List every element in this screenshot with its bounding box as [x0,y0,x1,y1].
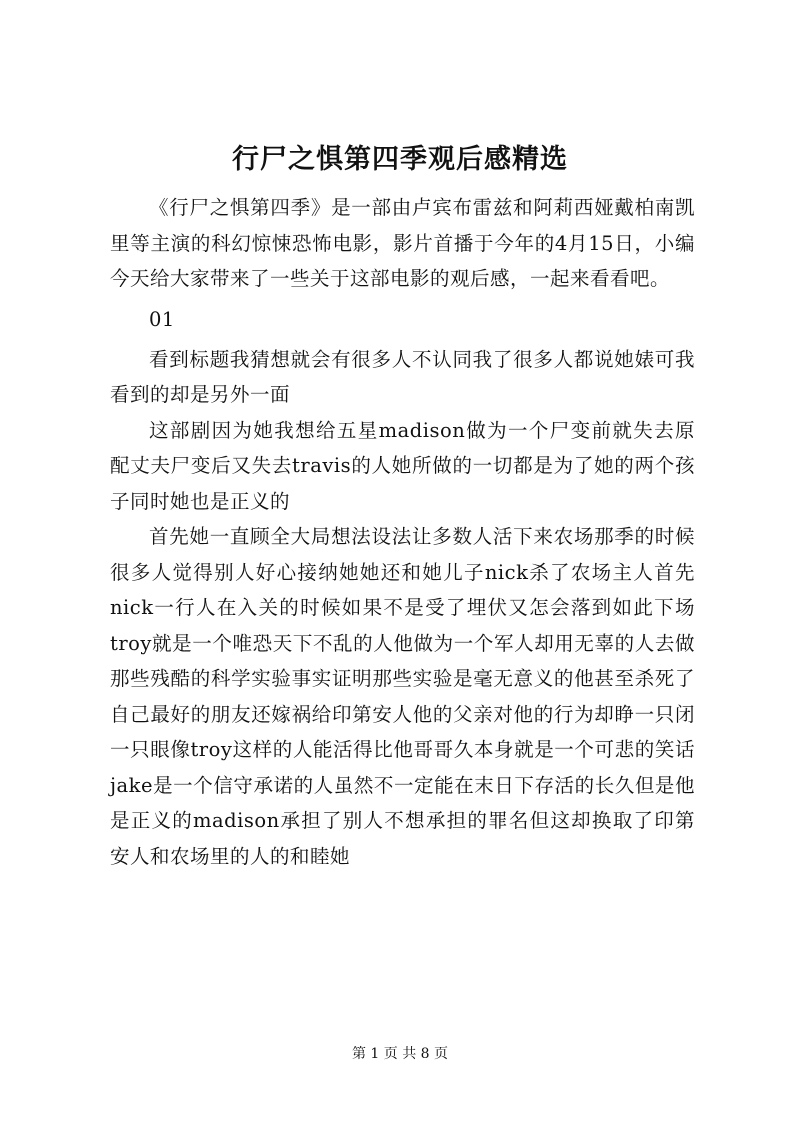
body-paragraph: 首先她一直顾全大局想法设法让多数人活下来农场那季的时候很多人觉得别人好心接纳她她还和她儿子nick杀了农场主人首先nick一行人在入关的时候如果不是受了埋伏又怎会落到如此下场troy就是一个唯恐天下不乱的人他做为一个军人却用无辜的人去做那些残酷的科学实验事实证明那些实验是毫无意义的他甚至杀死了自己最好的朋友还嫁祸给印第安人他的父亲对他的行为却睁一只闭一只眼像troy这样的人能活得比他哥哥久本身就是一个可悲的笑话jake是一个信守承诺的人虽然不一定能在末日下存活的长久但是他是正义的madison承担了别人不想承担的罪名但这却换取了印第安人和农场里的人的和睦她 [110,525,695,868]
page-footer: 第 1 页 共 8 页 [351,1046,449,1062]
document-body [110,190,695,874]
document-title: 行尸之惧第四季观后感精选 [232,144,568,175]
body-paragraph: 这部剧因为她我想给五星madison做为一个尸变前就失去原配丈夫尸变后又失去travis的人她所做的一切都是为了她的两个孩子同时她也是正义的 [110,418,695,513]
body-paragraph: 看到标题我猜想就会有很多人不认同我了很多人都说她婊可我看到的却是另外一面 [110,347,695,406]
intro-paragraph: 《行尸之惧第四季》是一部由卢宾布雷兹和阿莉西娅戴柏南凯里等主演的科幻惊悚恐怖电影，影片首播于今年的4月15日，小编今天给大家带来了一些关于这部电影的观后感，一起来看看吧。 [110,196,695,290]
section-number: 01 [149,307,175,331]
